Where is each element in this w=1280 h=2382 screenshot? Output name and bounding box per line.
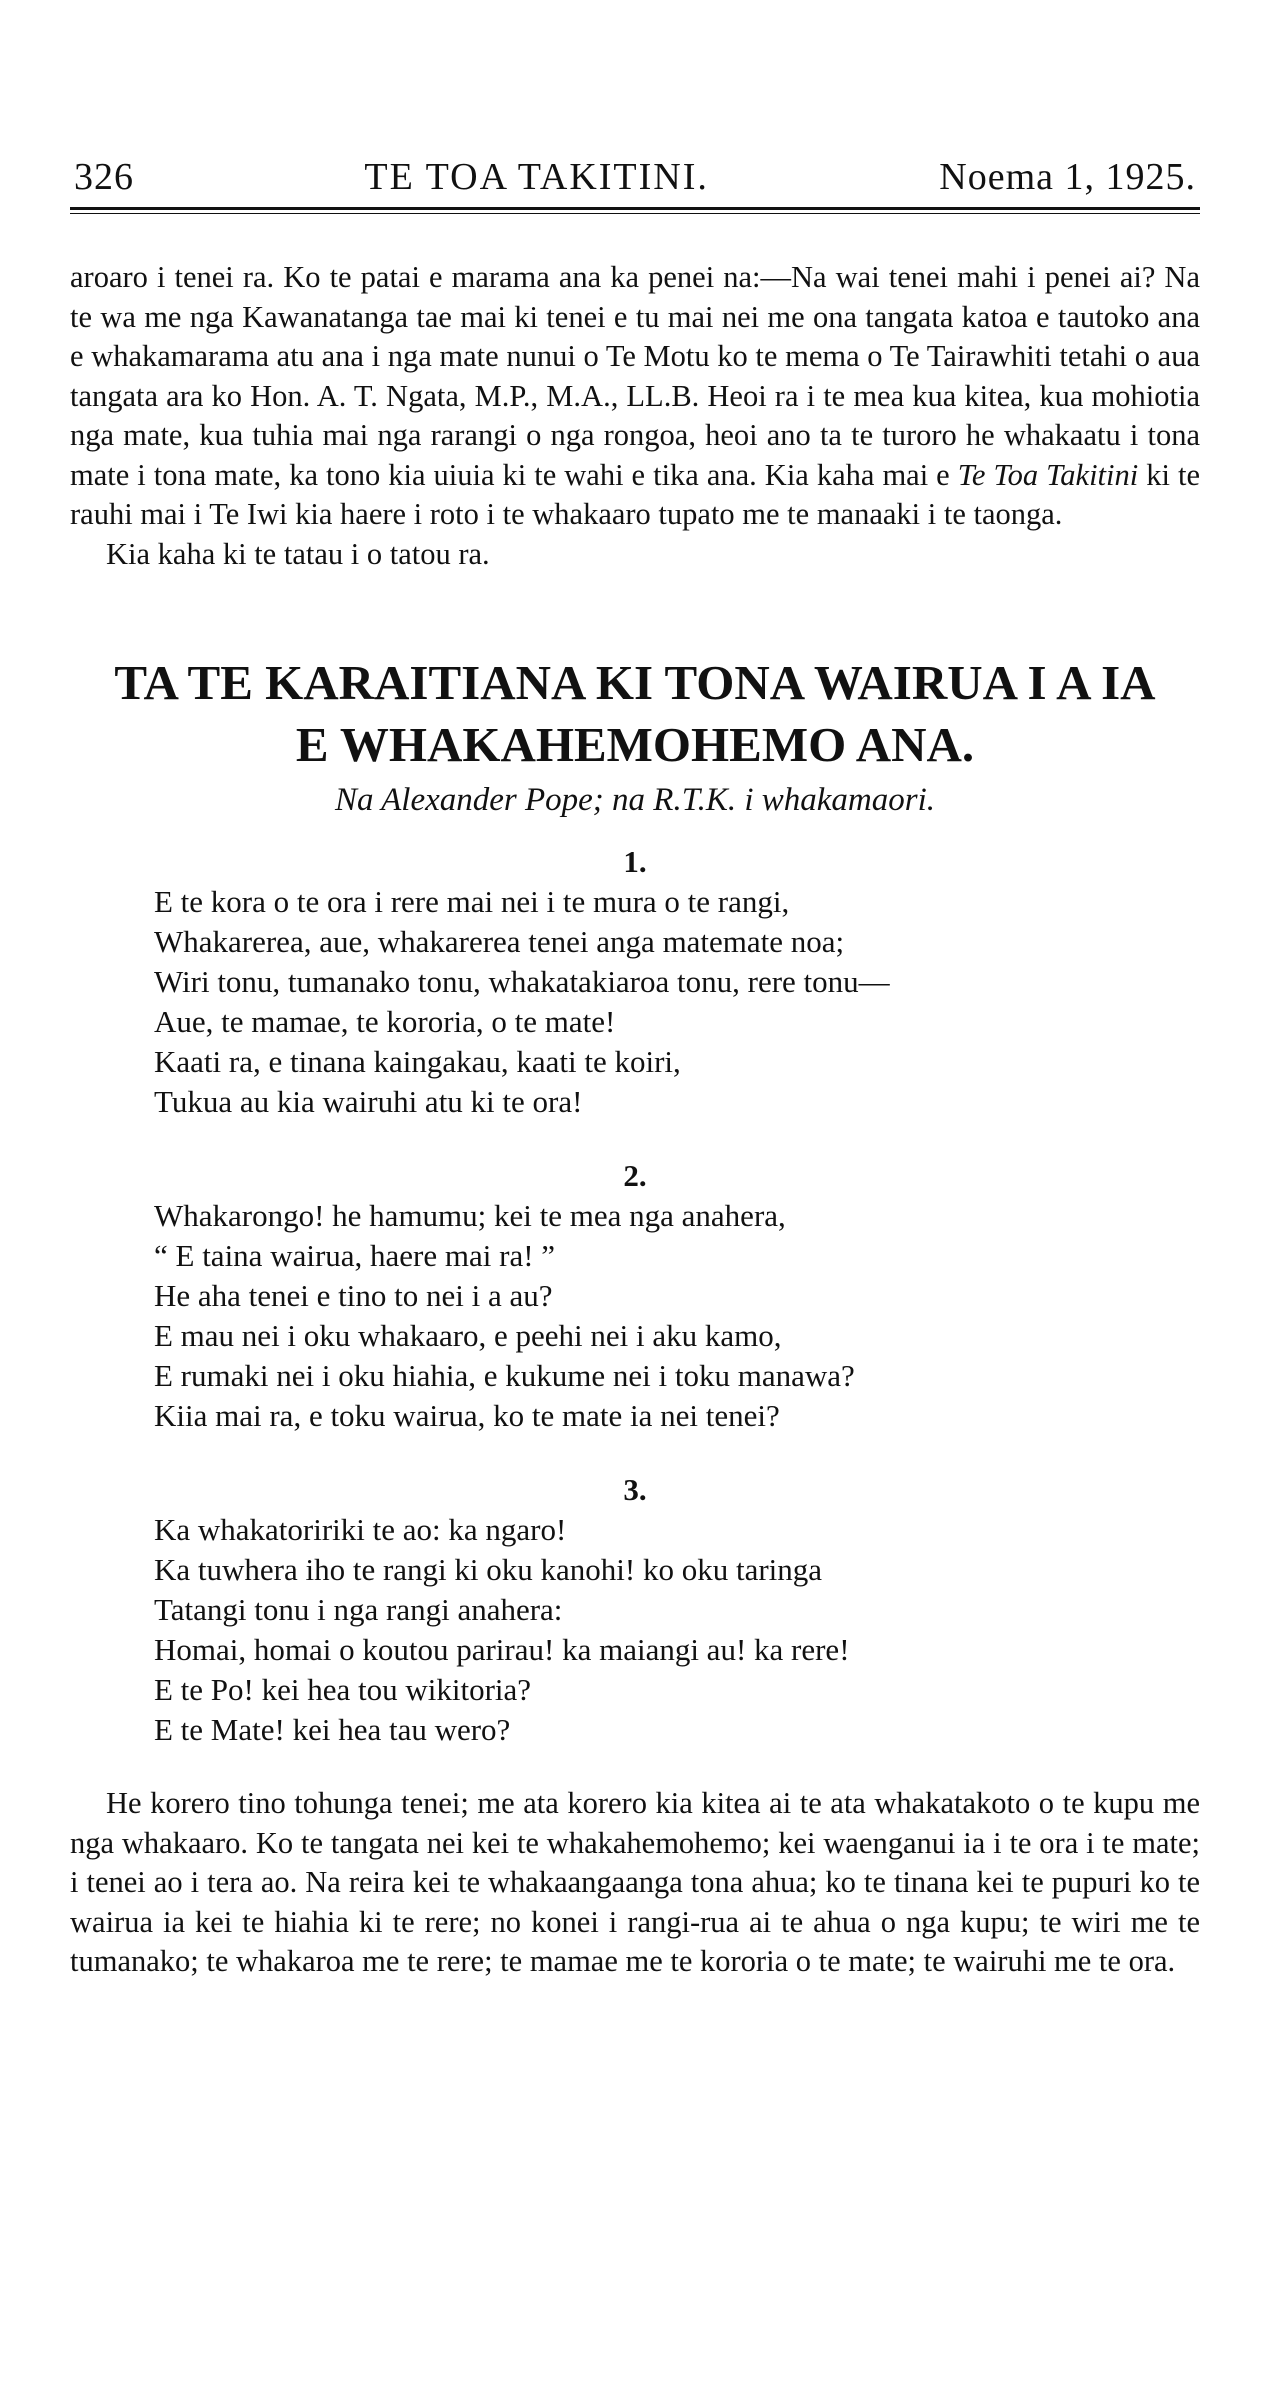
poem-line: Kaati ra, e tinana kaingakau, kaati te koiri, [154,1044,681,1079]
publication-title: TE TOA TAKITINI. [364,156,709,198]
stanza-number: 2. [623,1158,647,1193]
poem-line: Homai, homai o koutou parirau! ka maiangi au! ka rere! [154,1632,850,1667]
intro-paragraph [70,258,1200,535]
poem-line: Ka tuwhera iho te rangi ki oku kanohi! ko oku taringa [154,1552,823,1587]
article-byline: Na Alexander Pope; na R.T.K. i whakamaori. [334,782,936,818]
poem-line: Ka whakatoririki te ao: ka ngaro! [154,1512,567,1547]
poem-line: E rumaki nei i oku hiahia, e kukume nei i toku manawa? [154,1358,855,1393]
stanza-number: 1. [623,844,647,879]
intro-text-start: aroaro i tenei ra. Ko te patai e marama ana ka penei na:—Na wai tenei mahi i penei ai? Na te wa me nga Kawanatanga tae mai ki tenei e tu mai nei me ona tangata katoa e tautoko ana e whakamarama atu ana i nga mate nunui o Te Motu ko te mema o Te Tairawhiti tetahi o aua tangata ara ko Hon. A. T. Ngata, M.P., M.A., LL.B. Heoi ra i te mea kua kitea, kua mohiotia nga mate, kua tuhia mai nga rarangi o nga rongoa, heoi ano ta te turoro he whakaatu i tona mate i tona mate, ka tono kia uiuia ki te wahi e tika ana. Kia kaha mai e [70,260,1200,492]
poem-line: E te Mate! kei hea tau wero? [154,1712,511,1747]
issue-date: Noema 1, 1925. [939,156,1196,198]
poem-line: Tukua au kia wairuhi atu ki te ora! [154,1084,583,1119]
poem-line: He aha tenei e tino to nei i a au? [154,1278,553,1313]
poem-line: E mau nei i oku whakaaro, e peehi nei i aku kamo, [154,1318,782,1353]
running-header [70,155,1200,207]
article-heading-line-1: TA TE KARAITIANA KI TONA WAIRUA I A IA [114,655,1156,710]
poem-line: “ E taina wairua, haere mai ra! ” [154,1238,556,1273]
article-heading-line-2: E WHAKAHEMOHEMO ANA. [295,717,975,772]
poem-line: Kiia mai ra, e toku wairua, ko te mate ia nei tenei? [154,1398,780,1433]
poem-line: Whakarerea, aue, whakarerea tenei anga matemate noa; [154,924,845,959]
poem-stanza-3 [154,1510,1200,1750]
poem-stanza-2 [154,1196,1200,1436]
commentary-paragraph: He korero tino tohunga tenei; me ata korero kia kitea ai te ata whakatakoto o te kupu me nga whakaaro. Ko te tangata nei kei te whakahemohemo; kei waenganui ia i te ora i te mate; i tenei ao i tera ao. Na reira kei te whakaangaanga tona ahua; ko te tinana kei te pupuri ko te wairua ia kei te hiahia ki te rere; no konei i rangi-rua ai te ahua o nga kupu; te wiri me te tumanako; te whakaroa me te rere; te mamae me te kororia o te mate; te wairuhi me te ora. [70,1786,1200,1978]
poem-line: Wiri tonu, tumanako tonu, whakatakiaroa tonu, rere tonu— [154,964,890,999]
poem-line: Whakarongo! he hamumu; kei te mea nga anahera, [154,1198,786,1233]
publication-name-italic: Te Toa Takitini [957,457,1139,492]
article-heading [70,652,1200,776]
header-rule [70,207,1200,214]
poem-line: E te kora o te ora i rere mai nei i te mura o te rangi, [154,884,790,919]
poem-line: Aue, te mamae, te kororia, o te mate! [154,1004,616,1039]
poem-stanza-1 [154,882,1200,1122]
poem-line: E te Po! kei hea tou wikitoria? [154,1672,532,1707]
intro-text-end: ki te rauhi mai i Te Iwi kia haere i roto i te whakaaro tupato me te manaaki i te taonga. [70,457,1200,531]
intro-closing-line: Kia kaha ki te tatau i o tatou ra. [106,536,490,571]
page-number: 326 [74,156,134,198]
stanza-number: 3. [623,1472,647,1507]
poem-line: Tatangi tonu i nga rangi anahera: [154,1592,563,1627]
document-page [70,155,1200,1982]
